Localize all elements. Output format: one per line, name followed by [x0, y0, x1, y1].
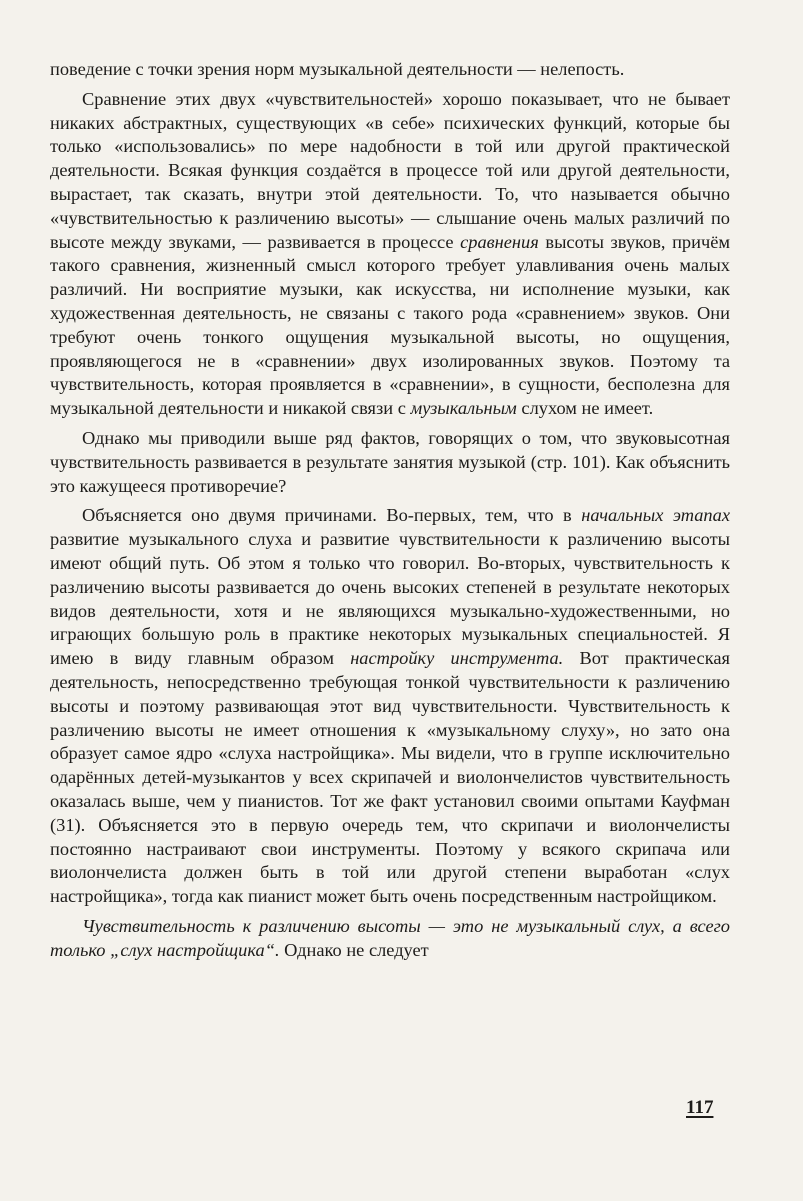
text-segment: Однако не следует: [279, 939, 429, 960]
italic-segment: музыкальным: [410, 398, 517, 419]
text-segment: слухом не имеет.: [516, 398, 654, 419]
text-segment: Вот практическая деятельность, непосредственно требующая тонкой чувствительности к различению высоты и поэтому развивающая этот вид чувствительности. Чувствительность к различению высоты не имеет отношения к «музыкальному слуху», но зато она образует самое ядро «слуха настройщика». Мы видели, что в группе исключительно одарённых детей-музыкантов у всех скрипачей и виолончелистов чувствительность оказалась выше, чем у пианистов. Тот же факт установил своими опытами Кауфман (31). Объясняется это в первую очередь тем, что скрипачи и виолончелисты постоянно настраивают свои инструменты. Поэтому у всякого скрипача или виолончелиста должен быть в той или другой степени выработан «слух настройщика», тогда как пианист может быть очень посредственным настройщиком.: [50, 648, 730, 907]
italic-segment: Чувствительность к различению высоты — это не музыкальный слух, а всего только „слух настройщика“.: [50, 915, 730, 960]
italic-segment: начальных этапах: [581, 505, 730, 526]
text-segment: развитие музыкального слуха и развитие чувствительности к различению высоты имеют общий путь. Об этом я только что говорил. Во-вторых, чувствительность к различению высоты развивается до очень высоких степеней в результате некоторых видов деятельности, хотя и не являющихся музыкально-художественными, но играющих большую роль в практике некоторых музыкальных специальностей. Я имею в виду главным образом: [50, 529, 730, 669]
italic-segment: настройку инструмента.: [350, 648, 564, 669]
text-segment: Объясняется оно двумя причинами. Во-первых, тем, что в: [82, 505, 582, 526]
text-segment: Однако мы приводили выше ряд фактов, говорящих о том, что звуковысотная чувствительность развивается в результате занятия музыкой (стр. 101). Как объяснить это кажущееся противоречие?: [50, 427, 730, 496]
paragraph-continuation: [50, 58, 730, 82]
text-segment: Сравнение этих двух «чувствительностей» хорошо показывает, что не бывает никаких абстрактных, существующих «в себе» психических функций, которые бы только «использовались» по мере надобности в той или другой практической деятельности. Всякая функция создаётся в процессе той или другой деятельности, вырастает, так сказать, внутри этой деятельности. То, что называется обычно «чувствительностью к различению высоты» — слышание очень малых различий по высоте между звуками, — развивается в процессе: [50, 88, 730, 252]
page-body: [50, 58, 730, 968]
text-segment: высоты звуков, причём такого сравнения, жизненный смысл которого требует улавливания очень малых различий. Ни восприятие музыки, как искусства, ни исполнение музыки, как художественная деятельность, не связаны с такого рода «сравнением» звуков. Они требуют очень тонкого ощущения музыкальной высоты, но ощущения, проявляющегося не в «сравнении» двух изолированных звуков. Поэтому та чувствительность, которая проявляется в «сравнении», в сущности, бесполезна для музыкальной деятельности и никакой связи с: [50, 231, 730, 419]
paragraph-explanation: [50, 504, 730, 909]
page-number: 117: [686, 1097, 714, 1118]
paragraph-question: [50, 427, 730, 498]
italic-segment: сравнения: [460, 231, 539, 252]
paragraph-comparison: [50, 88, 730, 421]
text-segment: поведение с точки зрения норм музыкальной деятельности — нелепость.: [50, 59, 625, 79]
paragraph-conclusion: [50, 915, 730, 963]
